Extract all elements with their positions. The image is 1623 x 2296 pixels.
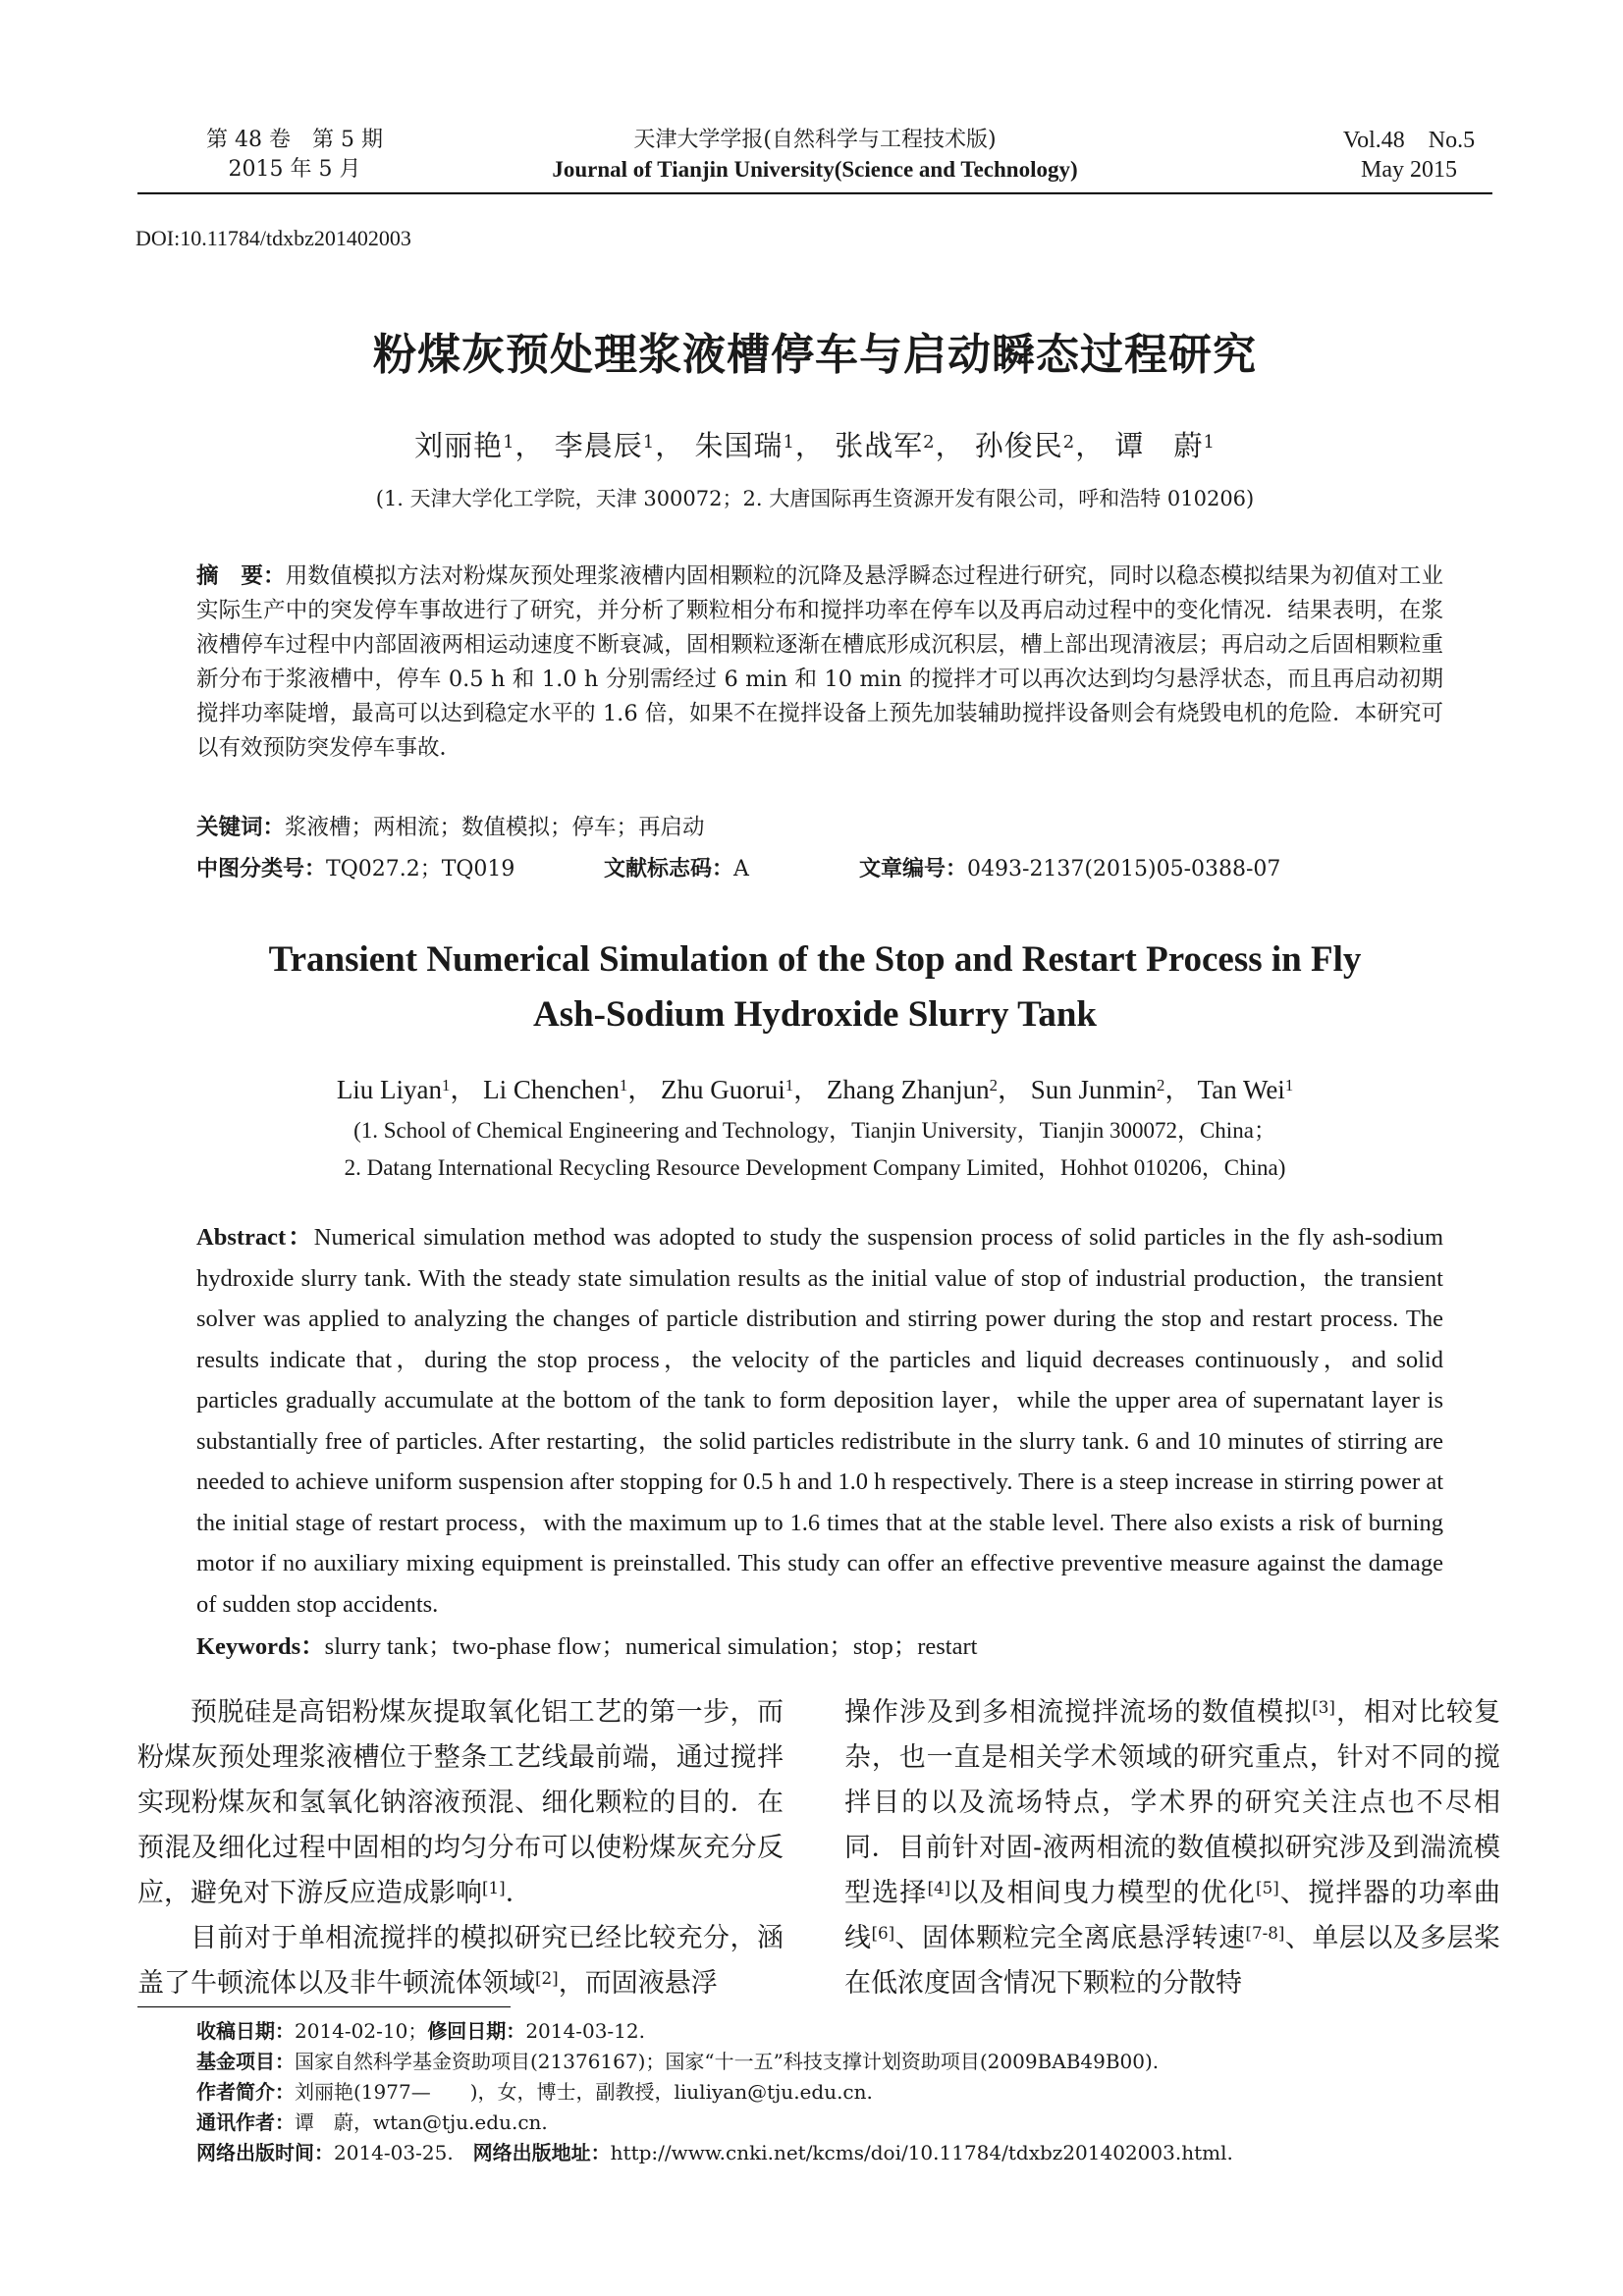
- header-journal: [452, 126, 1178, 185]
- clc-number: 中图分类号：TQ027.2；TQ019: [196, 857, 515, 881]
- author-en: Sun Junmin$^2$: [1030, 1075, 1165, 1104]
- footnote-author-bio: 作者简介：刘丽艳(1977— )，女，博士，副教授，liuliyan@tju.edu.cn.: [196, 2080, 873, 2104]
- date-cn: 2015 年 5 月: [228, 157, 361, 182]
- author-cn: 刘丽艳$^1$: [414, 429, 515, 462]
- citation[interactable]: [2]: [535, 1968, 559, 1989]
- keywords-en-text: slurry tank；two-phase flow；numerical simulation；stop；restart: [324, 1633, 978, 1660]
- footnote-online: 网络出版时间：2014-03-25. 网络出版地址：http://www.cnki.net/kcms/doi/10.11784/tdxbz201402003.html.: [196, 2141, 1233, 2164]
- abstract-cn: [196, 560, 1443, 766]
- body-paragraph: 操作涉及到多相流搅拌流场的数值模拟[3]，相对比较复杂，也一直是相关学术领域的研究重点，针对不同的搅拌目的以及流场特点，学术界的研究关注点也不尽相同．目前针对固-液两相流的数值模拟研究涉及到湍流模型选择[4]以及相间曳力模型的优化[5]、搅拌器的功率曲线[6]、固体颗粒完全离底悬浮转速[7-8]、单层以及多层桨在低浓度固含情况下颗粒的分散特: [844, 1697, 1501, 1999]
- header-rule: [137, 192, 1492, 194]
- online-url-link[interactable]: http://www.cnki.net/kcms/doi/10.11784/tdxbz201402003.html.: [610, 2141, 1233, 2164]
- header-left: [157, 126, 432, 185]
- volume-issue-en: Vol.48 No.5: [1342, 128, 1476, 153]
- affiliation-en-line1: (1. School of Chemical Engineering and Technology，Tianjin University，Tianjin 300072，China；: [353, 1118, 1276, 1143]
- author-cn: 孙俊民$^2$: [974, 429, 1076, 462]
- volume-issue-cn: 第 48 卷 第 5 期: [206, 128, 383, 152]
- abstract-en: [196, 1217, 1443, 1625]
- affiliation-cn: (1. 天津大学化工学院，天津 300072；2. 大唐国际再生资源开发有限公司，呼和浩特 010206): [375, 487, 1255, 510]
- journal-name-cn: 天津大学学报(自然科学与工程技术版): [633, 128, 997, 152]
- keywords-cn: [196, 811, 1443, 845]
- keywords-cn-label: 关键词：: [196, 815, 286, 840]
- body-column-left: [137, 1690, 784, 2006]
- abstract-en-label: Abstract：: [196, 1224, 314, 1251]
- citation[interactable]: [6]: [871, 1923, 895, 1944]
- author-en: Liu Liyan$^1$: [336, 1075, 451, 1104]
- keywords-en: [196, 1627, 1443, 1667]
- author-cn: 谭 蔚$^1$: [1114, 429, 1216, 462]
- citation[interactable]: [4]: [927, 1878, 951, 1898]
- header-right: [1306, 126, 1512, 185]
- citation[interactable]: [1]: [482, 1878, 506, 1898]
- keywords-cn-text: 浆液槽；两相流；数值模拟；停车；再启动: [285, 815, 705, 840]
- citation[interactable]: [5]: [1256, 1878, 1279, 1898]
- author-cn: 李晨辰$^1$: [554, 429, 656, 462]
- date-en: May 2015: [1361, 157, 1457, 183]
- body-column-right: [844, 1690, 1500, 2006]
- footnote-fund: 基金项目：国家自然科学基金资助项目(21376167)；国家“十一五”科技支撑计划资助项目(2009BAB49B00).: [196, 2050, 1160, 2073]
- document-code: 文献标志码：A: [604, 857, 749, 881]
- citation[interactable]: [3]: [1312, 1697, 1335, 1718]
- journal-name-en: Journal of Tianjin University(Science and Technology): [552, 157, 1078, 182]
- doi[interactable]: DOI:10.11784/tdxbz201402003: [135, 226, 411, 250]
- title-cn: 粉煤灰预处理浆液槽停车与启动瞬态过程研究: [373, 330, 1257, 380]
- abstract-cn-text: 用数值模拟方法对粉煤灰预处理浆液槽内固相颗粒的沉降及悬浮瞬态过程进行研究，同时以稳态模拟结果为初值对工业实际生产中的突发停车事故进行了研究，并分析了颗粒相分布和搅拌功率在停车以及再启动过程中的变化情况．结果表明，在浆液槽停车过程中内部固液两相运动速度不断衰减，固相颗粒逐渐在槽底形成沉积层，槽上部出现清液层；再启动之后固相颗粒重新分布于浆液槽中，停车 0.5 h 和 1.0 h 分别需经过 6 min 和 10 min 的搅拌才可以再次达到均匀悬浮状态，而且再启动初期搅拌功率陡增，最高可以达到稳定水平的 1.6 倍，如果不在搅拌设备上预先加装辅助搅拌设备则会有烧毁电机的危险．本研究可以有效预防突发停车事故．: [196, 563, 1443, 761]
- authors-en: Liu Liyan$^1$， Li Chenchen$^1$， Zhu Guorui$^1$， Zhang Zhanjun$^2$， Sun Junmin$^2$， Tan Wei$^1$: [336, 1075, 1294, 1104]
- keywords-en-label: Keywords：: [196, 1633, 325, 1660]
- authors-cn: 刘丽艳$^1$， 李晨辰$^1$， 朱国瑞$^1$， 张战军$^2$， 孙俊民$^2$， 谭 蔚$^1$: [414, 429, 1216, 462]
- title-en-line2: Ash-Sodium Hydroxide Slurry Tank: [532, 994, 1098, 1035]
- footnote-rule: [137, 2006, 511, 2007]
- author-en: Tan Wei$^1$: [1197, 1075, 1294, 1104]
- abstract-cn-label: 摘 要：: [196, 563, 286, 589]
- body-paragraph: 目前对于单相流搅拌的模拟研究已经比较充分，涵盖了牛顿流体以及非牛顿流体领域[2]，而固液悬浮: [137, 1923, 784, 1999]
- author-cn: 朱国瑞$^1$: [694, 429, 795, 462]
- body-paragraph: 预脱硅是高铝粉煤灰提取氧化铝工艺的第一步，而粉煤灰预处理浆液槽位于整条工艺线最前端，通过搅拌实现粉煤灰和氢氧化钠溶液预混、细化颗粒的目的．在预混及细化过程中固相的均匀分布可以使粉煤灰充分反应，避免对下游反应造成影响[1]．: [137, 1697, 784, 1908]
- abstract-en-text: Numerical simulation method was adopted to study the suspension process of solid particles in the fly ash-sodium hydroxide slurry tank. With the steady state simulation results as the initial value of stop of industrial production，the transient solver was applied to analyzing the changes of particle distribution and stirring power during the stop and restart process. The results indicate that，during the stop process，the velocity of the particles and liquid decreases continuously，and solid particles gradually accumulate at the bottom of the tank to form deposition layer，while the upper area of supernatant layer is substantially free of particles. After restarting，the solid particles redistribute in the slurry tank. 6 and 10 minutes of stirring are needed to achieve uniform suspension after stopping for 0.5 h and 1.0 h respectively. There is a steep increase in stirring power at the initial stage of restart process，with the maximum up to 1.6 times that at the stable level. There also exists a risk of burning motor if no auxiliary mixing equipment is preinstalled. This study can offer an effective preventive measure against the damage of sudden stop accidents.: [196, 1224, 1443, 1618]
- author-cn: 张战军$^2$: [835, 429, 936, 462]
- footnote-received: 收稿日期：2014-02-10；修回日期：2014-03-12.: [196, 2019, 645, 2043]
- title-en-line1: Transient Numerical Simulation of the Stop and Restart Process in Fly: [268, 939, 1362, 980]
- footnote-corresponding: 通讯作者：谭 蔚，wtan@tju.edu.cn.: [196, 2110, 548, 2134]
- article-number: 文章编号：0493-2137(2015)05-0388-07: [859, 857, 1281, 881]
- title-en: [137, 933, 1492, 1042]
- affiliation-en-line2: 2. Datang International Recycling Resource Development Company Limited，Hohhot 010206，China): [344, 1155, 1286, 1180]
- affiliation-en: [137, 1112, 1492, 1187]
- footnotes: [196, 2016, 1473, 2168]
- author-en: Zhang Zhanjun$^2$: [826, 1075, 998, 1104]
- author-en: Li Chenchen$^1$: [483, 1075, 628, 1104]
- author-en: Zhu Guorui$^1$: [661, 1075, 794, 1104]
- citation[interactable]: [7-8]: [1245, 1923, 1285, 1944]
